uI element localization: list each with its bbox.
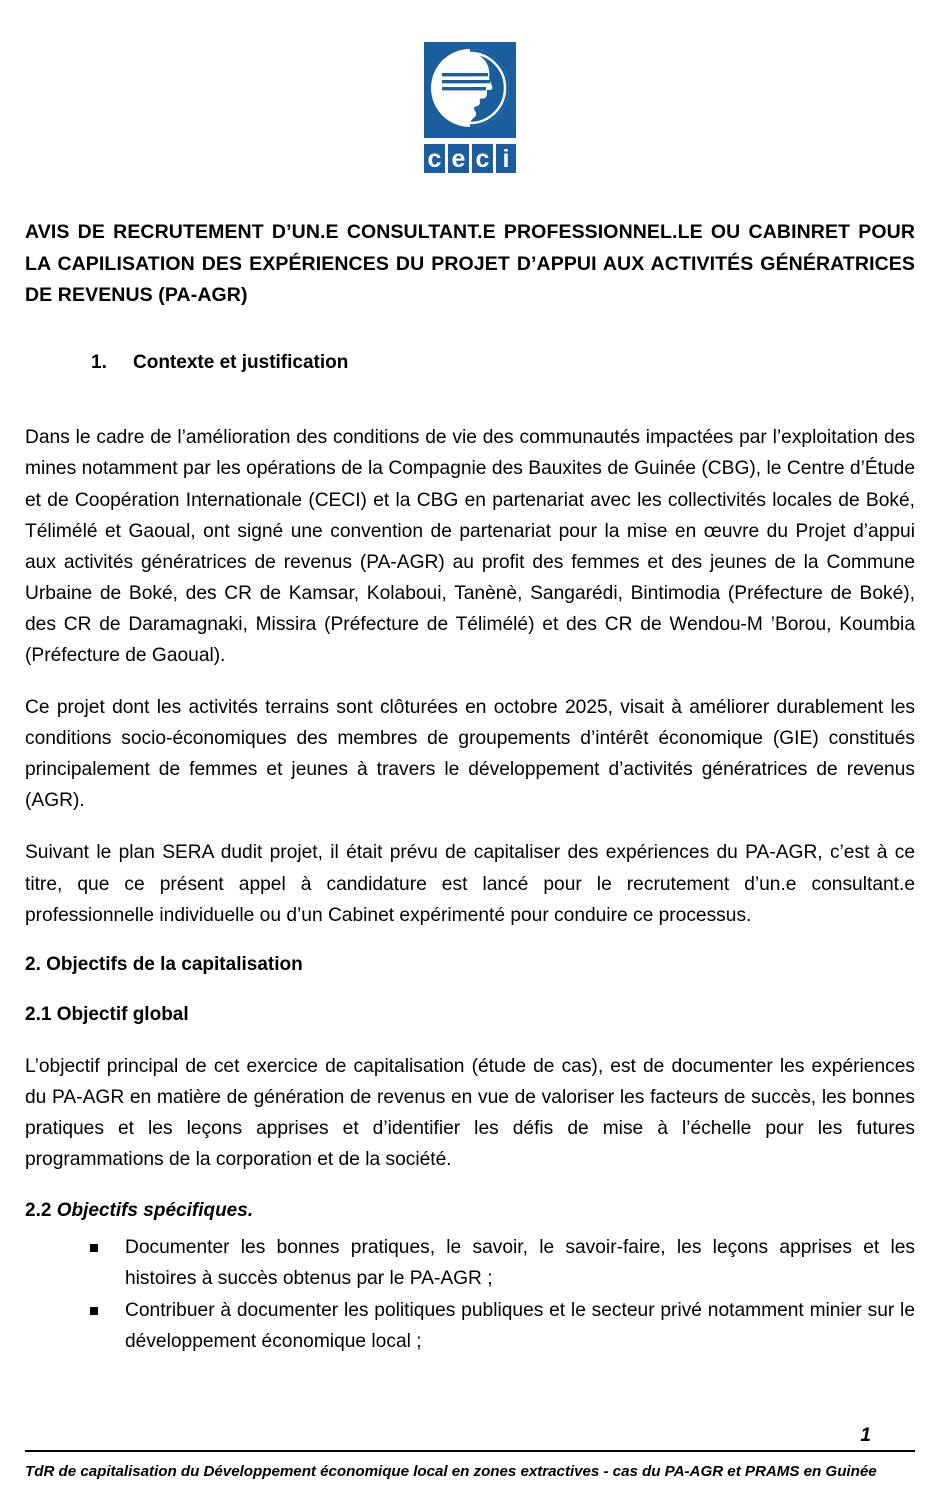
page-number: 1 bbox=[860, 1425, 871, 1447]
footer-divider bbox=[25, 1450, 915, 1452]
svg-text:i: i bbox=[502, 145, 510, 173]
section-2-2-heading bbox=[25, 1197, 915, 1226]
svg-text:c: c bbox=[475, 145, 490, 173]
list-item-text: Contribuer à documenter les politiques publiques et le secteur privé notamment minier sur le développement économique local ; bbox=[125, 1299, 915, 1352]
ceci-logo bbox=[416, 42, 524, 173]
list-item bbox=[87, 1295, 915, 1357]
bullet-square-icon bbox=[90, 1244, 98, 1252]
bullet-square-icon bbox=[90, 1307, 98, 1315]
section-2-heading: 2. Objectifs de la capitalisation bbox=[25, 953, 303, 975]
paragraph-2: Ce projet dont les activités terrains sont clôturées en octobre 2025, visait à améliorer durablement les conditions socio-économiques des membres de groupements d’intérêt économique (GIE) constitués principalement de femmes et jeunes à travers le développement d’activités génératrices de revenus (AGR). bbox=[25, 697, 915, 812]
footer-text: TdR de capitalisation du Développement économique local en zones extractives - cas du PA-AGR et PRAMS en Guinée bbox=[25, 1463, 877, 1481]
section-1-label: Contexte et justification bbox=[133, 351, 349, 373]
section-2-2-label: Objectifs spécifiques. bbox=[56, 1200, 254, 1222]
section-1-number: 1. bbox=[91, 351, 107, 373]
section-2-2-number: 2.2 bbox=[25, 1200, 52, 1222]
section-2-1-heading: 2.1 Objectif global bbox=[25, 1004, 189, 1026]
logo-container bbox=[25, 0, 915, 173]
section-1-heading bbox=[25, 350, 915, 377]
objectifs-specifiques-list bbox=[25, 1232, 915, 1357]
paragraph-1: Dans le cadre de l’amélioration des conditions de vie des communautés impactées par l’exploitation des mines notamment par les opérations de la Compagnie des Bauxites de Guinée (CBG), le Centre d’Étude et de Coopération Internationale (CECI) et la CBG en partenariat avec les collectivités locales de Boké, Télimélé et Gaoual, ont signé une convention de partenariat pour la mise en œuvre du Projet d’appui aux activités génératrices de revenus (PA-AGR) au profit des femmes et des jeunes de la Commune Urbaine de Boké, des CR de Kamsar, Kolaboui, Tanènè, Sangarédi, Bintimodia (Préfecture de Boké), des CR de Daramagnaki, Missira (Préfecture de Télimélé) et des CR de Wendou-M ’Borou, Koumbia (Préfecture de Gaoual). bbox=[25, 427, 915, 666]
paragraph-3: Suivant le plan SERA dudit projet, il était prévu de capitaliser des expériences du PA-AGR, c’est à ce titre, que ce présent appel à candidature est lancé pour le recrutement d’un.e consultant.e professionnelle individuelle ou d’un Cabinet expérimenté pour conduire ce processus. bbox=[25, 842, 915, 926]
list-item bbox=[87, 1232, 915, 1294]
list-item-text: Documenter les bonnes pratiques, le savoir, le savoir-faire, les leçons apprises et les histoires à succès obtenus par le PA-AGR ; bbox=[125, 1236, 915, 1289]
page-footer bbox=[0, 1426, 940, 1492]
page-title: AVIS DE RECRUTEMENT D’UN.E CONSULTANT.E PROFESSIONNEL.LE OU CABINRET POUR LA CAPILISATION DES EXPÉRIENCES DU PROJET D’APPUI AUX ACTIVITÉS GÉNÉRATRICES DE REVENUS (PA-AGR) bbox=[25, 221, 915, 307]
svg-text:c: c bbox=[427, 145, 442, 173]
svg-text:e: e bbox=[451, 145, 466, 173]
paragraph-objectif-global: L’objectif principal de cet exercice de capitalisation (étude de cas), est de documenter les expériences du PA-AGR en matière de génération de revenus en vue de valoriser les facteurs de succès, les bonnes pratiques et les leçons apprises et d’identifier les défis de mise à l’échelle pour les futures programmations de la corporation et de la société. bbox=[25, 1055, 915, 1171]
